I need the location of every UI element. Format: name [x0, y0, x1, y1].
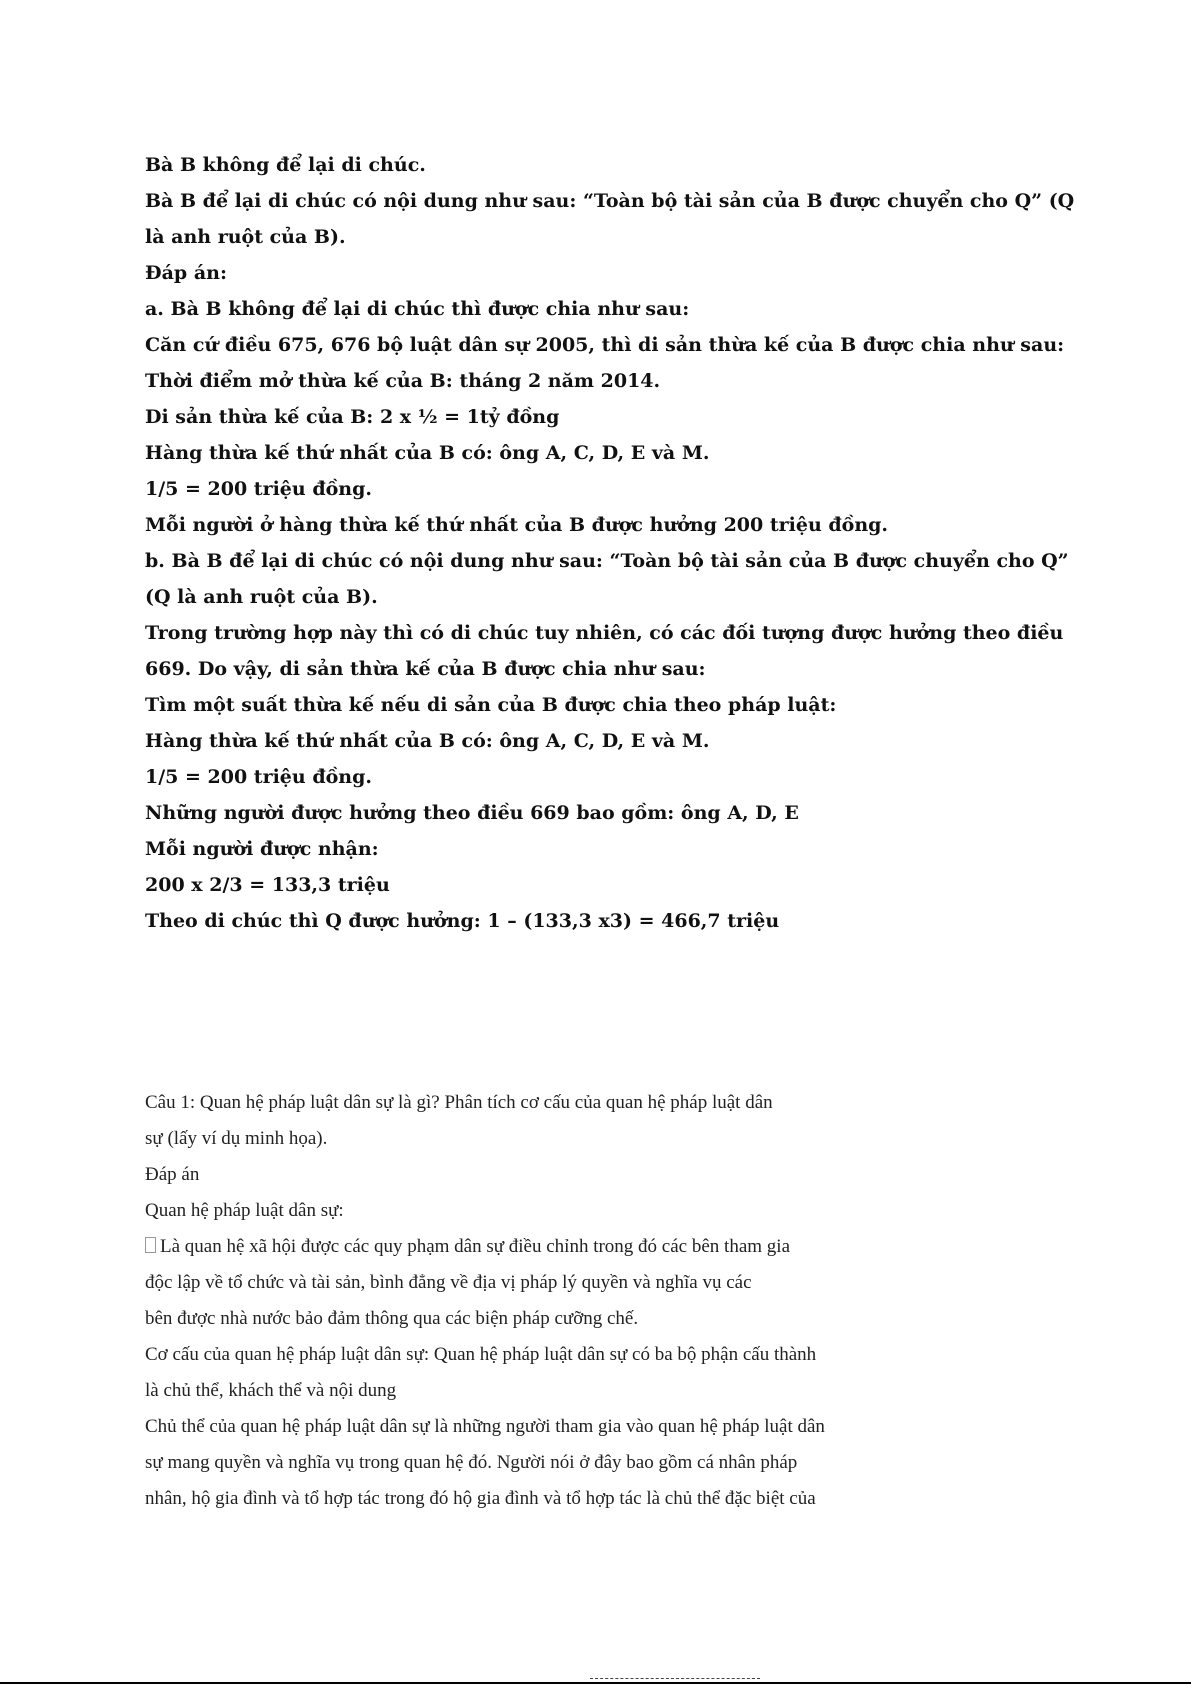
answer-label: Đáp án: [145, 1164, 200, 1185]
paragraph-line: Theo di chúc thì Q được hưởng: 1 – (133,3 x3) = 466,7 triệu: [145, 910, 780, 932]
paragraph-line: Mỗi người ở hàng thừa kế thứ nhất của B được hưởng 200 triệu đồng.: [145, 514, 889, 536]
paragraph-line: Hàng thừa kế thứ nhất của B có: ông A, C, D, E và M.: [145, 730, 710, 752]
paragraph-line: Hàng thừa kế thứ nhất của B có: ông A, C, D, E và M.: [145, 442, 710, 464]
bold-text-section: [145, 147, 1075, 939]
paragraph-line: Tìm một suất thừa kế nếu di sản của B được chia theo pháp luật:: [145, 694, 837, 716]
paragraph-line: nhân, hộ gia đình và tổ hợp tác trong đó hộ gia đình và tổ hợp tác là chủ thể đặc biệt của: [145, 1488, 816, 1509]
paragraph-line: độc lập về tổ chức và tài sản, bình đẳng về địa vị pháp lý quyền và nghĩa vụ các: [145, 1272, 752, 1293]
paragraph-line: Cơ cấu của quan hệ pháp luật dân sự: Quan hệ pháp luật dân sự có ba bộ phận cấu thành: [145, 1344, 817, 1365]
paragraph-line: Chủ thể của quan hệ pháp luật dân sự là những người tham gia vào quan hệ pháp luật dân: [145, 1416, 825, 1437]
paragraph-line: 1/5 = 200 triệu đồng.: [145, 478, 372, 500]
bottom-dashed-divider: [590, 1678, 760, 1679]
answer-heading: Đáp án:: [145, 262, 227, 284]
question-line: Câu 1: Quan hệ pháp luật dân sự là gì? Phân tích cơ cấu của quan hệ pháp luật dân: [145, 1092, 773, 1113]
paragraph-line: (Q là anh ruột của B).: [145, 586, 378, 608]
paragraph-line: a. Bà B không để lại di chúc thì được chia như sau:: [145, 298, 690, 320]
bottom-page-rule: [0, 1682, 1191, 1684]
paragraph-line: Trong trường hợp này thì có di chúc tuy nhiên, có các đối tượng được hưởng theo điều: [145, 622, 1064, 644]
definition-heading: Quan hệ pháp luật dân sự:: [145, 1200, 344, 1221]
paragraph-line: Bà B không để lại di chúc.: [145, 154, 426, 176]
paragraph-line: 669. Do vậy, di sản thừa kế của B được chia như sau:: [145, 658, 706, 680]
paragraph-line: 200 x 2/3 = 133,3 triệu: [145, 874, 390, 896]
paragraph-line: Di sản thừa kế của B: 2 x ½ = 1tỷ đồng: [145, 406, 560, 428]
paragraph-line: là chủ thể, khách thể và nội dung: [145, 1380, 397, 1401]
paragraph-line: là anh ruột của B).: [145, 226, 346, 248]
paragraph-line: Căn cứ điều 675, 676 bộ luật dân sự 2005, thì di sản thừa kế của B được chia như sau:: [145, 334, 1065, 356]
paragraph-line: Mỗi người được nhận:: [145, 838, 379, 860]
bullet-line: [145, 1229, 1025, 1265]
question-line: sự (lấy ví dụ minh họa).: [145, 1128, 328, 1149]
paragraph-line: 1/5 = 200 triệu đồng.: [145, 766, 372, 788]
paragraph-line: Bà B để lại di chúc có nội dung như sau: “Toàn bộ tài sản của B được chuyển cho Q” (Q: [145, 190, 1075, 212]
paragraph-line: bên được nhà nước bảo đảm thông qua các biện pháp cưỡng chế.: [145, 1308, 639, 1329]
paragraph-line: sự mang quyền và nghĩa vụ trong quan hệ đó. Người nói ở đây bao gồm cá nhân pháp: [145, 1452, 798, 1473]
bullet-text: Là quan hệ xã hội được các quy phạm dân sự điều chỉnh trong đó các bên tham gia: [160, 1236, 790, 1257]
paragraph-line: b. Bà B để lại di chúc có nội dung như sau: “Toàn bộ tài sản của B được chuyển cho Q”: [145, 550, 1069, 572]
paragraph-line: Những người được hưởng theo điều 669 bao gồm: ông A, D, E: [145, 802, 799, 824]
plain-text-section: [145, 1085, 1025, 1517]
bullet-placeholder-icon: [145, 1237, 156, 1253]
paragraph-line: Thời điểm mở thừa kế của B: tháng 2 năm 2014.: [145, 370, 661, 392]
